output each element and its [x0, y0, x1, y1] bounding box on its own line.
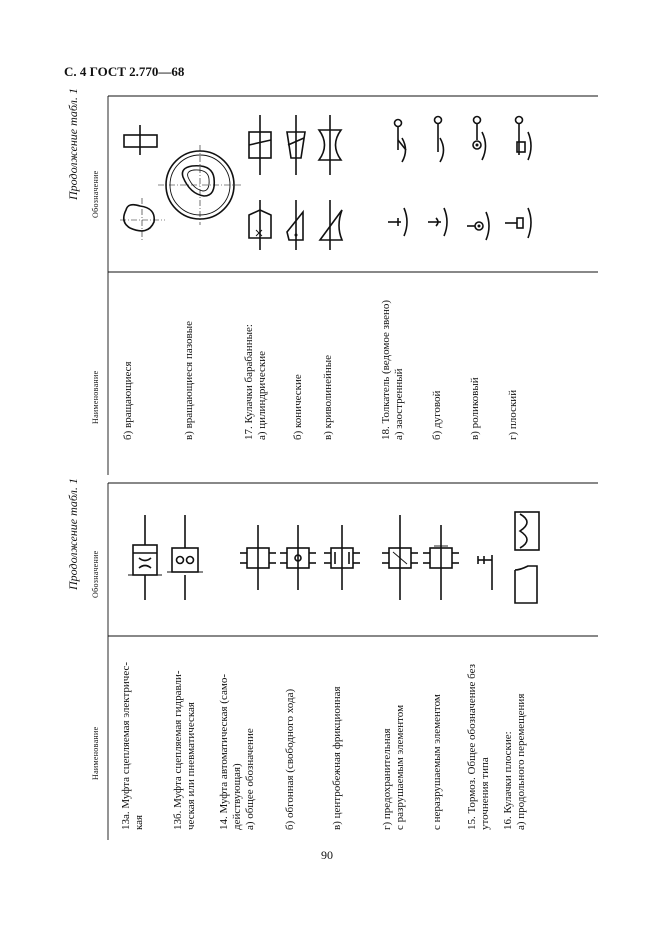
symbol-follower-flat: [505, 117, 531, 239]
upper-row-17b: б) конические: [292, 374, 304, 440]
lower-row-14c: в) центробежная фрикционная: [331, 686, 343, 830]
upper-row-18b: б) дуговой: [431, 390, 443, 440]
symbol-coupling-electric: [128, 515, 162, 600]
symbol-cam-drum-cylindrical: [249, 115, 271, 250]
lower-row-15: 15. Тормоз. Общее обозначение без уточнения типа: [466, 664, 492, 830]
symbol-cam-drum-conical: [287, 115, 305, 250]
lower-row-16a: 16. Кулачки плоские: а) продольного перемещения: [502, 693, 528, 830]
lower-row-13a: 13а. Муфта сцепляемая электричес- кая: [120, 661, 146, 830]
symbol-coupling-hydraulic: [167, 515, 203, 600]
lower-table-col-symbol-header: Обозначение: [91, 550, 100, 598]
symbol-cam-flat-longitudinal: [515, 512, 539, 603]
upper-table-col-name-header: Наименование: [91, 370, 100, 424]
symbol-brake: [478, 555, 492, 590]
symbol-follower-pointed: [388, 120, 407, 237]
upper-row-16b: б) вращающиеся: [122, 361, 134, 440]
lower-row-14d-nondestructible: с неразрушаемым элементом: [431, 694, 443, 830]
symbol-cam-drum-curvilinear: [319, 115, 342, 250]
symbol-cam-rotating: [120, 125, 165, 242]
symbol-coupling-overrunning: [280, 525, 316, 590]
upper-row-17a: 17. Кулачки барабанные: а) цилиндрические: [243, 324, 269, 440]
lower-row-13b: 13б. Муфта сцепляемая гидравли- ческая или пневматическая: [172, 670, 198, 830]
lower-table-col-name-header: Наименование: [91, 726, 100, 780]
upper-row-16c: в) вращающиеся пазовые: [183, 321, 195, 440]
symbol-cam-rotating-grooved: [158, 145, 242, 225]
upper-row-18c: в) роликовый: [469, 377, 481, 440]
upper-table-continuation: Продолжение табл. 1: [66, 88, 80, 200]
symbol-coupling-automatic: [240, 525, 276, 590]
upper-row-17c: в) криволинейные: [322, 354, 334, 440]
lower-row-14a: 14. Муфта автоматическая (само- действующая) а) общее обозначение: [218, 674, 257, 830]
symbol-follower-arc: [428, 117, 447, 237]
upper-row-18a: 18. Толкатель (ведомое звено) а) заостренный: [380, 299, 406, 440]
lower-table-continuation: Продолжение табл. 1: [66, 478, 80, 590]
upper-row-18d: г) плоский: [507, 389, 519, 440]
page-number: 90: [321, 848, 333, 862]
upper-table-frame: [108, 96, 598, 475]
symbol-follower-roller: [467, 117, 489, 241]
symbol-coupling-safety-nondestructible: [423, 525, 459, 600]
symbol-coupling-safety-destructible: [382, 515, 418, 600]
lower-row-14d: г) предохранительная с разрушаемым элементом: [381, 704, 407, 830]
lower-row-14b: б) обгонная (свободного хода): [284, 688, 296, 830]
page-header: С. 4 ГОСТ 2.770—68: [64, 64, 185, 79]
upper-table-col-symbol-header: Обозначение: [91, 170, 100, 218]
symbol-coupling-centrifugal: [324, 525, 360, 590]
